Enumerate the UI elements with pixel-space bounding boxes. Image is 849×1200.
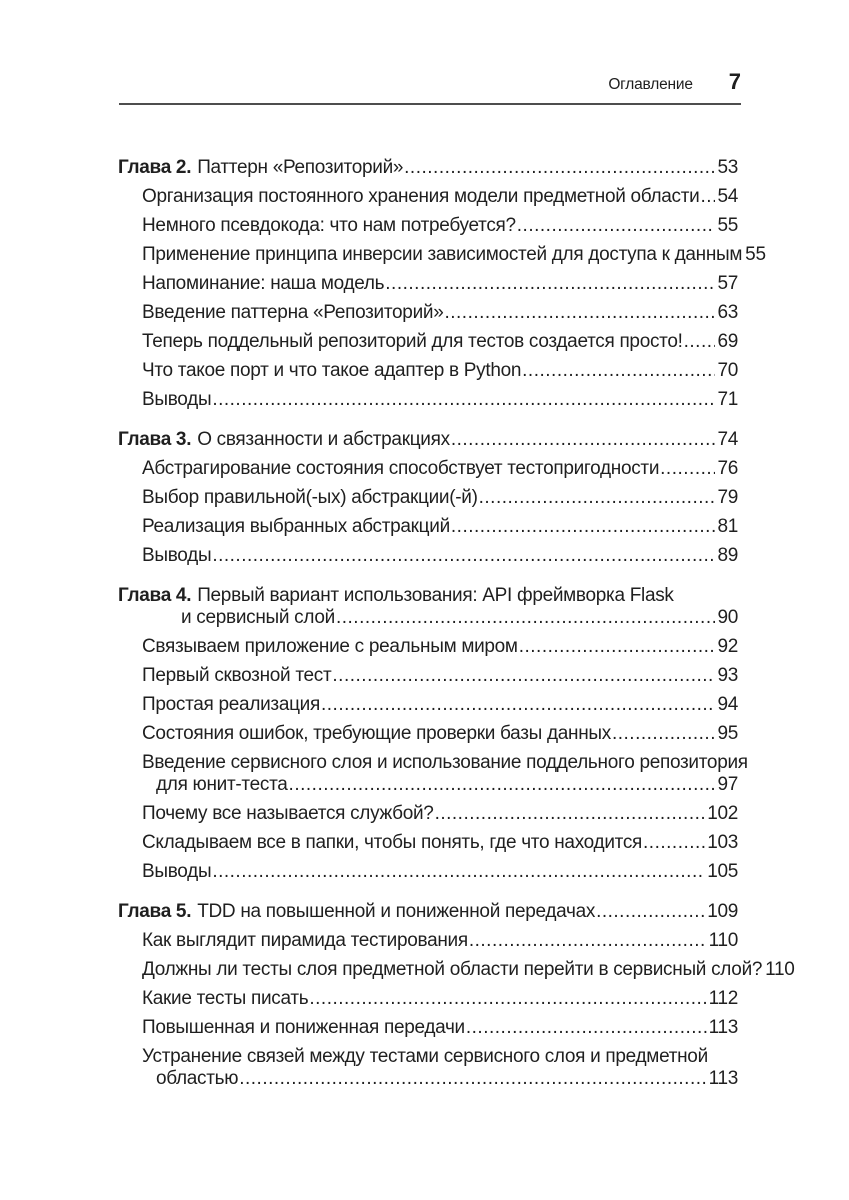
toc-entry — [142, 389, 738, 411]
dot-leader — [443, 302, 715, 324]
entry-title: Должны ли тесты слоя предметной области перейти в сервисный слой? — [142, 959, 763, 980]
chapter-page: 90 — [717, 607, 738, 628]
toc-entry — [142, 458, 738, 480]
dot-leader — [518, 636, 716, 658]
entry-page: 113 — [708, 1017, 738, 1038]
dot-leader — [211, 389, 715, 411]
entry-title: Абстрагирование состояния способствует тестопригодности — [142, 458, 660, 479]
toc-entry — [142, 215, 738, 237]
chapter-title-line — [118, 585, 738, 607]
dot-leader — [699, 186, 715, 208]
entry-title: Немного псевдокода: что нам потребуется? — [142, 215, 516, 236]
dot-leader — [595, 901, 705, 923]
toc-entry — [142, 273, 738, 295]
chapter-page: 74 — [717, 429, 738, 450]
page-number: 7 — [728, 69, 741, 94]
entry-title: Напоминание: наша модель — [142, 273, 385, 294]
entry-title: Складываем все в папки, чтобы понять, где что находится — [142, 832, 643, 853]
dot-leader — [308, 988, 706, 1010]
toc-entry — [142, 774, 738, 796]
entry-title: Связываем приложение с реальным миром — [142, 636, 518, 657]
toc-entry — [142, 487, 738, 509]
toc-entry — [142, 665, 738, 687]
dot-leader — [211, 545, 715, 567]
entry-page: 54 — [717, 186, 738, 207]
toc-entry — [142, 694, 738, 716]
entry-page: 105 — [707, 861, 738, 882]
chapter-entry — [118, 607, 738, 629]
dot-leader — [478, 487, 716, 509]
dot-leader — [331, 665, 715, 687]
toc-entry — [142, 1017, 738, 1039]
entry-page: 70 — [717, 360, 738, 381]
entry-title: Какие тесты писать — [142, 988, 309, 1009]
dot-leader — [468, 930, 707, 952]
toc-entry — [142, 545, 738, 567]
entry-title: Состояния ошибок, требующие проверки базы данных — [142, 723, 611, 744]
entry-title: Применение принципа инверсии зависимостей для доступа к данным — [142, 244, 743, 265]
toc-entry — [142, 861, 738, 883]
entry-page: 57 — [717, 273, 738, 294]
entry-page: 79 — [717, 487, 738, 508]
dot-leader — [288, 774, 716, 796]
dot-leader — [238, 1068, 706, 1090]
chapter-label: Глава 5. — [118, 901, 192, 922]
dot-leader — [762, 959, 763, 981]
chapter-title-text: О связанности и абстракциях — [197, 429, 450, 450]
toc-entry — [142, 244, 766, 266]
entry-title: Что такое порт и что такое адаптер в Python — [142, 360, 522, 381]
dot-leader — [320, 694, 715, 716]
entry-title: Первый сквозной тест — [142, 665, 332, 686]
entry-page: 69 — [717, 331, 738, 352]
toc-entry — [142, 723, 738, 745]
toc-entry — [142, 302, 738, 324]
dot-leader — [450, 516, 716, 538]
entry-title: Выводы — [142, 389, 212, 410]
entry-page: 63 — [717, 302, 738, 323]
toc-section — [118, 585, 748, 883]
toc-entry-title-line — [142, 1046, 738, 1068]
entry-page: 71 — [717, 389, 738, 410]
toc-entry — [142, 988, 738, 1010]
entry-page: 110 — [765, 959, 795, 980]
dot-leader — [434, 803, 706, 825]
dot-leader — [450, 429, 716, 451]
dot-leader — [683, 331, 716, 353]
entry-page: 92 — [717, 636, 738, 657]
toc-entry — [142, 803, 738, 825]
entry-page: 113 — [708, 1068, 738, 1089]
entry-title: Выводы — [142, 861, 212, 882]
chapter-title: Первый вариант использования: API фреймворка Flask — [197, 585, 674, 606]
toc-section — [118, 157, 766, 411]
entry-title: Организация постоянного хранения модели предметной области — [142, 186, 700, 207]
chapter-title-text: Паттерн «Репозиторий» — [197, 157, 404, 178]
entry-title: Почему все называется службой? — [142, 803, 434, 824]
toc-entry — [142, 832, 738, 854]
entry-title: Выбор правильной(-ых) абстракции(-й) — [142, 487, 478, 508]
dot-leader — [659, 458, 715, 480]
chapter-entry — [118, 429, 738, 451]
entry-title: Повышенная и пониженная передачи — [142, 1017, 465, 1038]
chapter-label: Глава 4. — [118, 585, 192, 606]
toc-entry — [142, 186, 738, 208]
entry-page: 55 — [717, 215, 738, 236]
dot-leader — [611, 723, 715, 745]
chapter-page: 109 — [707, 901, 738, 922]
toc-section — [118, 901, 795, 1090]
chapter-label: Глава 2. — [118, 157, 192, 178]
entry-title: Реализация выбранных абстракций — [142, 516, 450, 537]
entry-title: Как выглядит пирамида тестирования — [142, 930, 468, 951]
entry-page: 102 — [707, 803, 738, 824]
toc-entry — [142, 959, 795, 981]
entry-page: 97 — [717, 774, 738, 795]
chapter-entry — [118, 901, 738, 923]
entry-page: 55 — [745, 244, 766, 265]
dot-leader — [742, 244, 743, 266]
toc-entry — [142, 360, 738, 382]
entry-page: 89 — [717, 545, 738, 566]
chapter-title — [118, 429, 450, 451]
entry-page: 112 — [708, 988, 738, 1009]
page-header — [119, 69, 741, 105]
entry-page: 95 — [717, 723, 738, 744]
dot-leader — [642, 832, 705, 854]
dot-leader — [335, 607, 715, 629]
dot-leader — [403, 157, 715, 179]
entry-page: 110 — [708, 930, 738, 951]
toc-entry — [142, 516, 738, 538]
chapter-title-cont: и сервисный слой — [181, 607, 335, 628]
entry-title: Устранение связей между тестами сервисного слоя и предметной — [142, 1046, 708, 1067]
dot-leader — [516, 215, 716, 237]
toc-entry — [142, 636, 738, 658]
entry-title: Теперь поддельный репозиторий для тестов создается просто! — [142, 331, 683, 352]
entry-page: 103 — [707, 832, 738, 853]
entry-page: 94 — [717, 694, 738, 715]
entry-page: 76 — [717, 458, 738, 479]
toc-entry — [142, 930, 738, 952]
dot-leader — [211, 861, 705, 883]
toc-entry — [142, 1068, 738, 1090]
chapter-label: Глава 3. — [118, 429, 192, 450]
toc-entry — [142, 331, 738, 353]
running-title: Оглавление — [608, 76, 693, 93]
toc-section — [118, 429, 738, 567]
entry-title: Введение паттерна «Репозиторий» — [142, 302, 444, 323]
chapter-title — [118, 901, 595, 923]
dot-leader — [521, 360, 715, 382]
toc-entry-title-line — [142, 752, 748, 774]
chapter-title — [118, 157, 403, 179]
entry-title: Выводы — [142, 545, 212, 566]
entry-title: Введение сервисного слоя и использование поддельного репозитория — [142, 752, 748, 773]
toc — [118, 157, 795, 1097]
chapter-title-text: TDD на повышенной и пониженной передачах — [197, 901, 596, 922]
dot-leader — [465, 1017, 707, 1039]
chapter-entry — [118, 157, 738, 179]
entry-page: 93 — [717, 665, 738, 686]
entry-page: 81 — [717, 516, 738, 537]
entry-title-cont: областью — [156, 1068, 239, 1089]
chapter-page: 53 — [717, 157, 738, 178]
dot-leader — [384, 273, 715, 295]
entry-title: Простая реализация — [142, 694, 320, 715]
entry-title-cont: для юнит-теста — [156, 774, 288, 795]
